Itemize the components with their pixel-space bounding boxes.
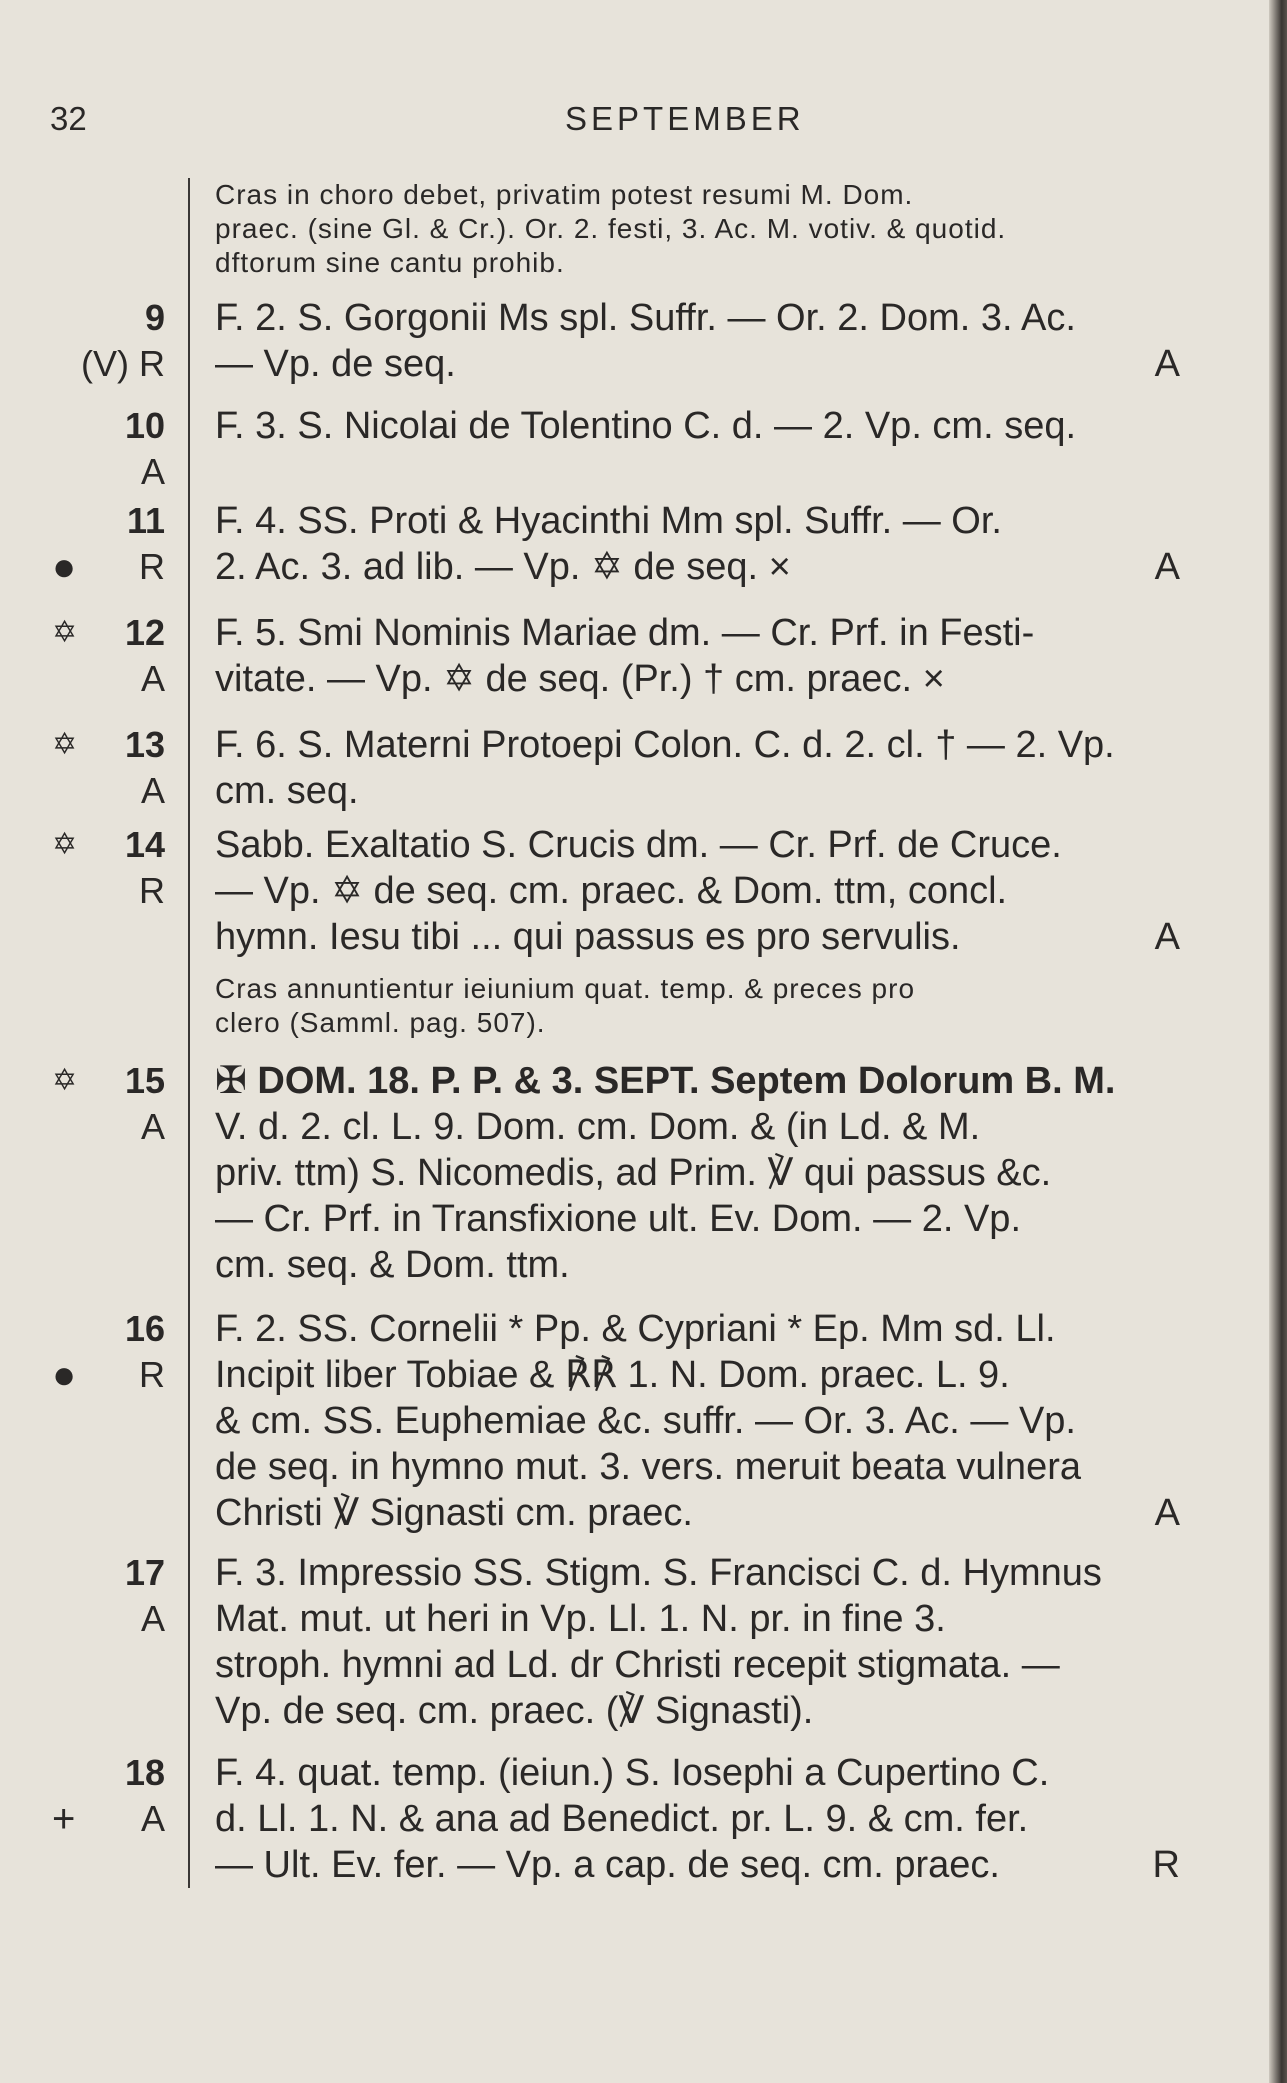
day-entry [215,403,1180,449]
day-margin [30,722,165,814]
entry-line: d. Ll. 1. N. & ana ad Benedict. pr. L. 9. & cm. fer. [215,1798,1029,1840]
entry-end-letter: A [1154,1492,1180,1534]
page-edge [1269,0,1287,2083]
day-entry [215,610,1180,702]
entry-line: F. 4. SS. Proti & Hyacinthi Mm spl. Suffr. — Or. [215,500,1002,542]
day-margin [30,403,165,495]
day-date: 18 [124,1752,165,1793]
day-date: 10 [124,405,165,446]
entry-line: Incipit liber Tobiae & ℟℟ 1. N. Dom. praec. L. 9. [215,1354,1010,1396]
day-entry [215,295,1180,387]
day-margin [30,822,165,914]
day-margin [30,1058,165,1150]
day-entry [215,1750,1180,1888]
entry-line: hymn. Iesu tibi ... qui passus es pro servulis. [215,916,961,958]
day-letter: R [139,1354,165,1395]
day-margin [30,610,165,702]
entry-line: — Vp. ✡ de seq. cm. praec. & Dom. ttm, concl. [215,870,1008,912]
entry-line: V. d. 2. cl. L. 9. Dom. cm. Dom. & (in Ld. & M. [215,1106,981,1148]
day-letter: A [140,1798,165,1839]
day-letter: A [140,451,165,492]
day-date: 9 [144,297,165,338]
day-date: 15 [124,1060,165,1101]
entry-line: Sabb. Exaltatio S. Crucis dm. — Cr. Prf. de Cruce. [215,824,1062,866]
day-marker: (V) [80,343,129,384]
day-entry [215,498,1180,590]
day-entry [215,1058,1180,1288]
intro-note [215,178,1180,280]
entry-line: vitate. — Vp. ✡ de seq. (Pr.) † cm. praec. × [215,658,945,700]
note-line: Cras annuntientur ieiunium quat. temp. & preces pro [215,973,916,1004]
entry-line: — Cr. Prf. in Transfixione ult. Ev. Dom. — 2. Vp. [215,1198,1021,1240]
day-letter: R [139,546,165,587]
entry-line: F. 3. S. Nicolai de Tolentino C. d. — 2. Vp. cm. seq. [215,405,1077,447]
entry-line: F. 2. S. Gorgonii Ms spl. Suffr. — Or. 2. Dom. 3. Ac. [215,297,1076,339]
day-letter: A [140,1106,165,1147]
fast-announcement-note [215,972,1180,1040]
star-icon: ✡ [52,828,78,861]
day-date: 16 [124,1308,165,1349]
entry-line: cm. seq. & Dom. ttm. [215,1244,570,1286]
day-date: 17 [124,1552,165,1593]
filled-circle-icon: ● [52,1353,77,1397]
entry-line: cm. seq. [215,770,359,812]
entry-line: Christi ℣ Signasti cm. praec. [215,1492,693,1534]
star-icon: ✡ [52,728,78,761]
entry-line: — Ult. Ev. fer. — Vp. a cap. de seq. cm. praec. [215,1844,1000,1886]
entry-line: stroph. hymni ad Ld. dr Christi recepit stigmata. — [215,1644,1060,1686]
note-line: clero (Samml. pag. 507). [215,1007,546,1038]
day-entry [215,722,1180,814]
entry-line: Mat. mut. ut heri in Vp. Ll. 1. N. pr. in fine 3. [215,1598,946,1640]
entry-line: F. 2. SS. Cornelii * Pp. & Cypriani * Ep. Mm sd. Ll. [215,1308,1056,1350]
entry-line: F. 6. S. Materni Protoepi Colon. C. d. 2. cl. † — 2. Vp. [215,724,1115,766]
day-margin [30,1550,165,1642]
entry-line: 2. Ac. 3. ad lib. — Vp. ✡ de seq. × [215,546,791,588]
plus-icon: + [52,1797,76,1841]
entry-end-letter: R [1152,1844,1180,1886]
note-line: Cras in choro debet, privatim potest resumi M. Dom. [215,179,914,210]
note-line: praec. (sine Gl. & Cr.). Or. 2. festi, 3. Ac. M. votiv. & quotid. [215,213,1007,244]
day-entry [215,1550,1180,1734]
day-date: 14 [124,824,165,865]
day-date: 12 [124,612,165,653]
entry-line: de seq. in hymno mut. 3. vers. meruit beata vulnera [215,1446,1081,1488]
entry-end-letter: A [1154,343,1180,385]
entry-line: F. 4. quat. temp. (ieiun.) S. Iosephi a Cupertino C. [215,1752,1050,1794]
entry-line: ✠ DOM. 18. P. P. & 3. SEPT. Septem Dolorum B. M. [215,1060,1116,1102]
entry-line: Vp. de seq. cm. praec. (℣ Signasti). [215,1690,814,1732]
column-divider [188,178,190,1888]
day-letter: R [139,870,165,911]
day-margin [30,1750,165,1842]
day-margin [30,498,165,590]
entry-line: — Vp. de seq. [215,343,456,385]
star-icon: ✡ [52,1064,78,1097]
day-letter: A [140,1598,165,1639]
day-letter: A [140,770,165,811]
star-icon: ✡ [52,616,78,649]
day-letter: A [140,658,165,699]
entry-end-letter: A [1154,546,1180,588]
page-title: SEPTEMBER [565,100,805,137]
entry-line: F. 3. Impressio SS. Stigm. S. Francisci C. d. Hymnus [215,1552,1102,1594]
day-margin [30,1306,165,1398]
entry-end-letter: A [1154,916,1180,958]
entry-line: & cm. SS. Euphemiae &c. suffr. — Or. 3. Ac. — Vp. [215,1400,1076,1442]
day-entry [215,822,1180,960]
entry-line: priv. ttm) S. Nicomedis, ad Prim. ℣ qui passus &c. [215,1152,1052,1194]
day-letter: R [139,343,165,384]
day-date: 11 [126,500,165,541]
page-number: 32 [50,100,87,137]
day-entry [215,1306,1180,1536]
filled-circle-icon: ● [52,545,77,589]
day-margin [30,295,165,387]
note-line: dftorum sine cantu prohib. [215,247,565,278]
day-date: 13 [124,724,165,765]
entry-line: F. 5. Smi Nominis Mariae dm. — Cr. Prf. in Festi- [215,612,1035,654]
